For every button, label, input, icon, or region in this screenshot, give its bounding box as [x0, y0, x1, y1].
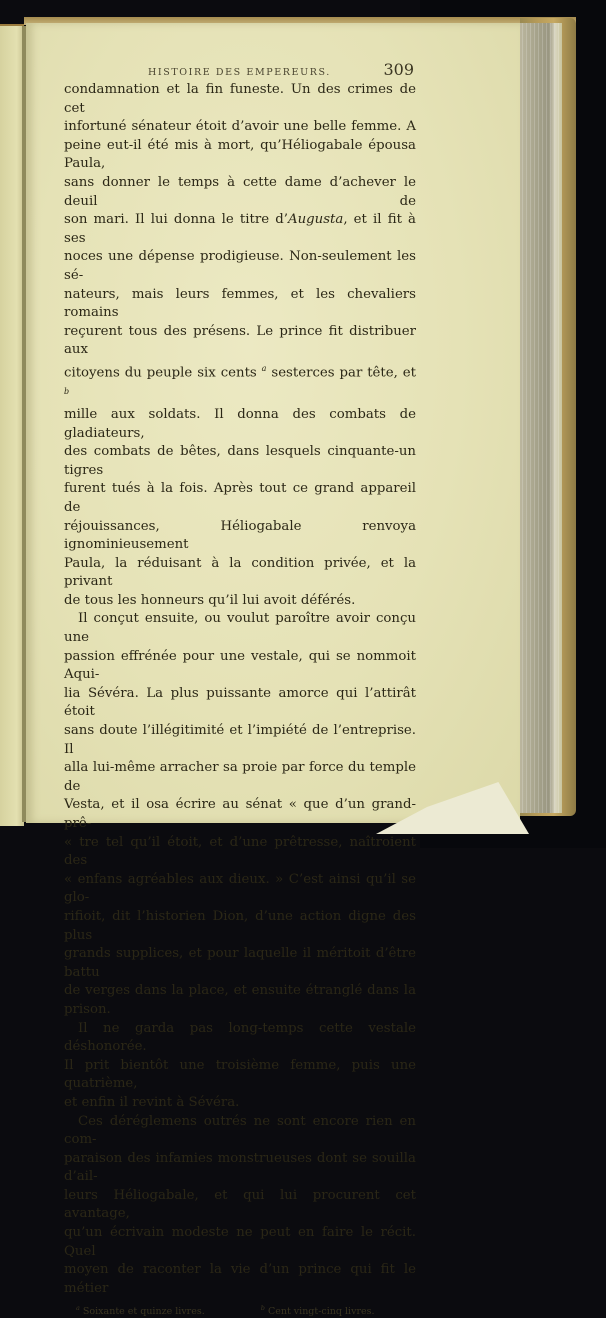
text-line: mille aux soldats. Il donna des combats de gladiateurs,	[64, 406, 416, 441]
text-line: peine eut-il été mis à mort, qu’Héliogabale épousa Paula,	[64, 137, 416, 172]
footnotes	[76, 1304, 416, 1317]
text-line: infortuné sénateur étoit d’avoir une belle femme. A	[64, 119, 416, 135]
text-line: et enfin il revint à Sévéra.	[64, 1094, 240, 1110]
text-line: Vesta, et il osa écrire au sénat « que d’un grand-prê-	[64, 797, 416, 831]
text-line: reçurent tous des présens. Le prince fit distribuer aux	[64, 323, 416, 358]
footnote-mark: b	[260, 1304, 265, 1313]
page-text	[64, 60, 416, 1318]
page-number: 309	[383, 60, 414, 79]
text-line: réjouissances, Héliogabale renvoya ignominieusement	[64, 518, 416, 553]
footnote-marker: a	[261, 363, 267, 373]
text-line: des combats de bêtes, dans lesquels cinquante-un tigres	[64, 444, 416, 478]
text-line: Il conçut ensuite, ou voulut paroître avoir conçu une	[64, 611, 416, 646]
text-line: Il ne garda pas long-temps cette vestale déshonorée.	[64, 1020, 416, 1055]
text-line: de verges dans la place, et ensuite étranglé dans la	[64, 983, 416, 999]
page-edges	[518, 23, 562, 813]
italic-title: Augusta	[287, 212, 344, 228]
text-line: moyen de raconter la vie d’un prince qui fit le métier	[64, 1262, 416, 1296]
text-line: sans doute l’illégitimité et l’impiété de l’entreprise. Il	[64, 723, 416, 757]
text-line: paraison des infamies monstrueuses dont se souilla d’ail-	[64, 1150, 416, 1185]
text-line: citoyens du peuple six cents $^a$ sesterces par tête, et $^b$	[64, 363, 416, 396]
text-line: nateurs, mais leurs femmes, et les chevaliers romains	[64, 286, 416, 321]
running-head	[148, 60, 416, 79]
text-line: de tous les honneurs qu’il lui avoit déférés.	[64, 592, 356, 608]
text-line: Il prit bientôt une troisième femme, puis une quatrième,	[64, 1057, 416, 1092]
text-line: condamnation et la fin funeste. Un des crimes de cet	[64, 82, 416, 116]
text-line: Paula, la réduisant à la condition privée, et la privant	[64, 555, 416, 590]
text-line: qu’un écrivain modeste ne peut en faire le récit. Quel	[64, 1225, 416, 1259]
text-line: noces une dépense prodigieuse. Non-seulement les sé-	[64, 249, 416, 283]
text-line: rifioit, dit l’historien Dion, d’une action digne des plus	[64, 908, 416, 943]
text-line: grands supplices, et pour laquelle il méritoit d’être battu	[64, 946, 416, 980]
text-line: « tre tel qu’il étoit, et d’une prêtresse, naîtroient des	[64, 834, 416, 869]
text-line: alla lui-même arracher sa proie par force du temple de	[64, 760, 416, 794]
footnote: $^a$ Soixante et quinze livres.	[76, 1304, 205, 1318]
text-line: « enfans agréables aux dieux. » C’est ainsi qu’il se glo-	[64, 871, 416, 906]
running-head-title: HISTOIRE DES EMPEREURS.	[148, 67, 331, 78]
text-line: Ces déréglemens outrés ne sont encore rien en com-	[64, 1113, 416, 1148]
footnote-marker: b	[64, 386, 70, 396]
text-line: furent tués à la fois. Après tout ce grand appareil de	[64, 481, 416, 515]
footnote-mark: a	[76, 1304, 80, 1313]
text-line: son mari. Il lui donna le titre d’Augusta, et il fit à ses	[64, 212, 416, 246]
text-line: leurs Héliogabale, et qui lui procurent cet avantage,	[64, 1187, 416, 1222]
footnote: $^b$ Cent vingt-cinq livres.	[260, 1304, 375, 1318]
text-line: lia Sévéra. La plus puissante amorce qui l’attirât étoit	[64, 685, 416, 720]
text-line: passion effrénée pour une vestale, qui se nommoit Aqui-	[64, 648, 416, 683]
facing-page-edge	[0, 24, 24, 826]
body-text	[64, 81, 416, 1298]
text-line: sans donner le temps à cette dame d’achever le deuil de	[64, 174, 416, 209]
text-line: prison.	[64, 1001, 111, 1017]
